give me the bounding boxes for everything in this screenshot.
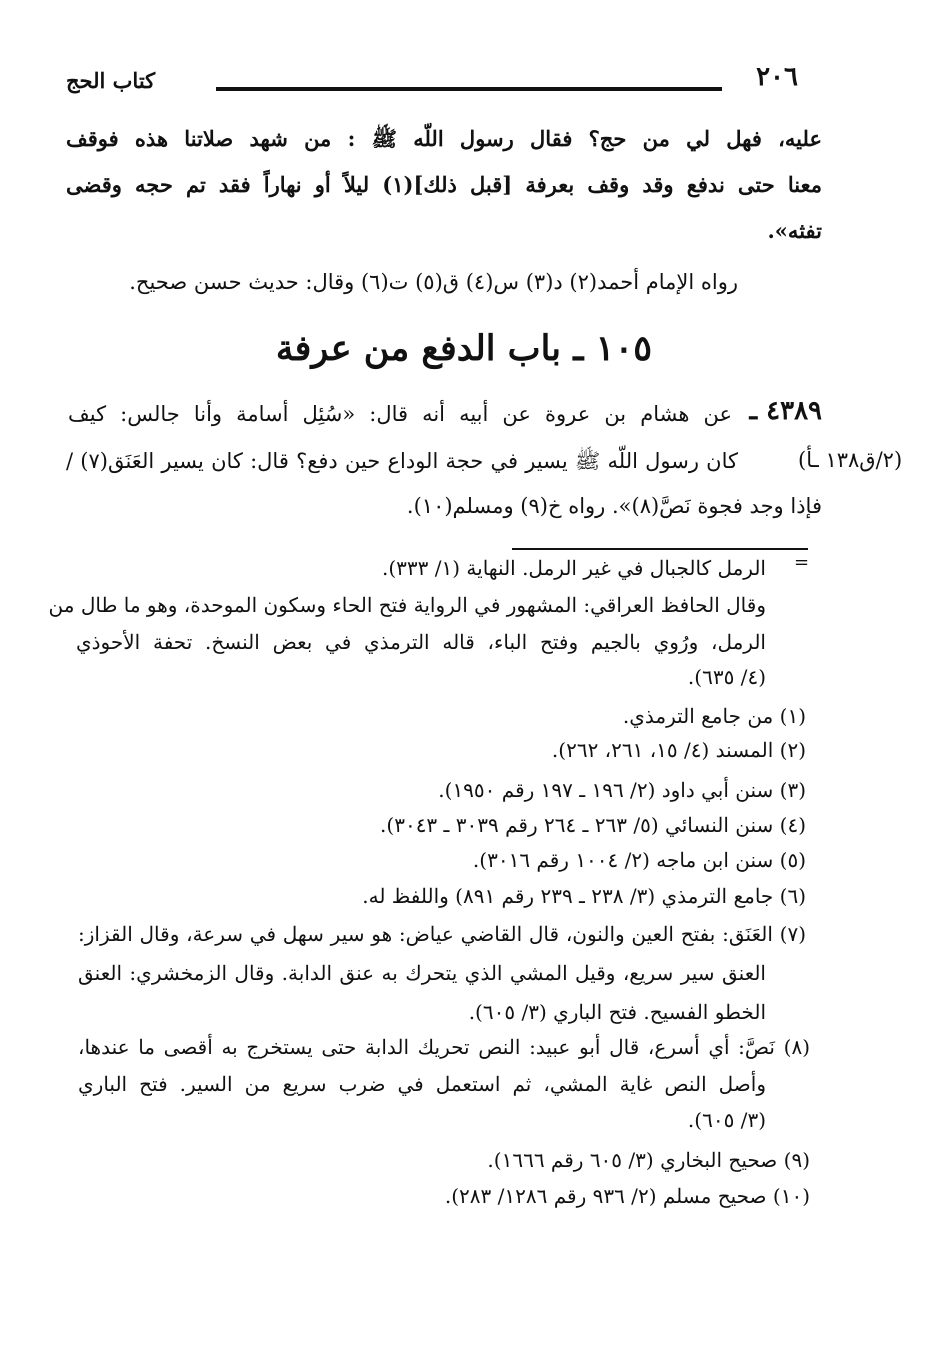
hadith-number: ٤٣٨٩ ـ	[749, 396, 822, 426]
footnote-8-line-3: (٣/ ٦٠٥).	[687, 1108, 766, 1132]
margin-manuscript-ref: (٢/ق١٣٨ ـأ)	[798, 448, 903, 472]
hadith-line-1: عن هشام بن عروة عن أبيه أنه قال: «سُئِل أسامة وأنا جالس: كيف	[68, 402, 732, 426]
footnote-10: (١٠) صحيح مسلم (٢/ ٩٣٦ رقم ١٢٨٦/ ٢٨٣).	[444, 1184, 810, 1208]
footnote-7-line-3: الخطو الفسيح. فتح الباري (٣/ ٦٠٥).	[468, 1000, 766, 1024]
footnote-5: (٥) سنن ابن ماجه (٢/ ١٠٠٤ رقم ٣٠١٦).	[472, 848, 806, 872]
footnote-cont-line-2: وقال الحافظ العراقي: المشهور في الرواية فتح الحاء وسكون الموحدة، وهو ما طال من	[48, 593, 766, 617]
footnote-7-line-1: (٧) العَنَق: بفتح العين والنون، قال القاضي عياض: هو سير سهل في سرعة، وقال القزاز:	[78, 922, 806, 946]
footnote-4: (٤) سنن النسائي (٥/ ٢٦٣ ـ ٢٦٤ رقم ٣٠٣٩ ـ ٣٠٤٣).	[380, 813, 806, 837]
footnote-cont-line-4: (٤/ ٦٣٥).	[687, 665, 766, 689]
footnote-3: (٣) سنن أبي داود (٢/ ١٩٦ ـ ١٩٧ رقم ١٩٥٠).	[438, 778, 806, 802]
footnote-9: (٩) صحيح البخاري (٣/ ٦٠٥ رقم ١٦٦٦).	[487, 1148, 810, 1172]
hadith-line-2: كان رسول اللّه ﷺ يسير في حجة الوداع حين دفع؟ قال: كان يسير العَنَق(٧) /	[66, 449, 739, 473]
prev-hadith-line-1: عليه، فهل لي من حج؟ فقال رسول اللّه ﷺ : من شهد صلاتنا هذه فوقف	[66, 126, 822, 151]
footnote-cont-line-1: الرمل كالجبال في غير الرمل. النهاية (١/ ٣٣٣).	[382, 556, 766, 580]
prev-hadith-line-3: تفثه».	[767, 218, 822, 243]
footnote-7-line-2: العنق سير سريع، وقيل المشي الذي يتحرك به عنق الدابة. وقال الزمخشري: العنق	[78, 961, 766, 985]
book-title: كتاب الحج	[66, 68, 156, 93]
prev-hadith-line-2: معنا حتى ندفع وقد وقف بعرفة [قبل ذلك](١) ليلاً أو نهاراً فقد تم حجه وقضى	[66, 172, 823, 197]
chapter-title: ١٠٥ ـ باب الدفع من عرفة	[275, 328, 653, 369]
footnote-separator	[512, 548, 808, 550]
running-header	[66, 60, 798, 106]
page-number: ٢٠٦	[756, 62, 798, 92]
footnote-1: (١) من جامع الترمذي.	[622, 704, 806, 728]
hadith-line-3: فإذا وجد فجوة نَصَّ(٨)». رواه خ(٩) ومسلم(١٠).	[406, 494, 822, 518]
footnote-8-line-1: (٨) نَصَّ: أي أسرع، قال أبو عبيد: النص تحريك الدابة حتى يستخرج به أقصى ما عندها،	[78, 1035, 810, 1059]
footnote-cont-line-3: الرمل، ورُوي بالجيم وفتح الباء، قاله الترمذي في بعض النسخ. تحفة الأحوذي	[76, 630, 766, 654]
prev-hadith-source: رواه الإمام أحمد(٢) د(٣) س(٤) ق(٥) ت(٦) وقال: حديث حسن صحيح.	[129, 270, 738, 294]
footnote-6: (٦) جامع الترمذي (٣/ ٢٣٨ ـ ٢٣٩ رقم ٨٩١) واللفظ له.	[362, 884, 806, 908]
header-rule	[216, 87, 722, 91]
footnote-continuation-mark: =	[794, 552, 810, 573]
footnote-2: (٢) المسند (٤/ ١٥، ٢٦١، ٢٦٢).	[551, 738, 806, 762]
footnote-8-line-2: وأصل النص غاية المشي، ثم استعمل في ضرب سريع من السير. فتح الباري	[78, 1072, 766, 1096]
